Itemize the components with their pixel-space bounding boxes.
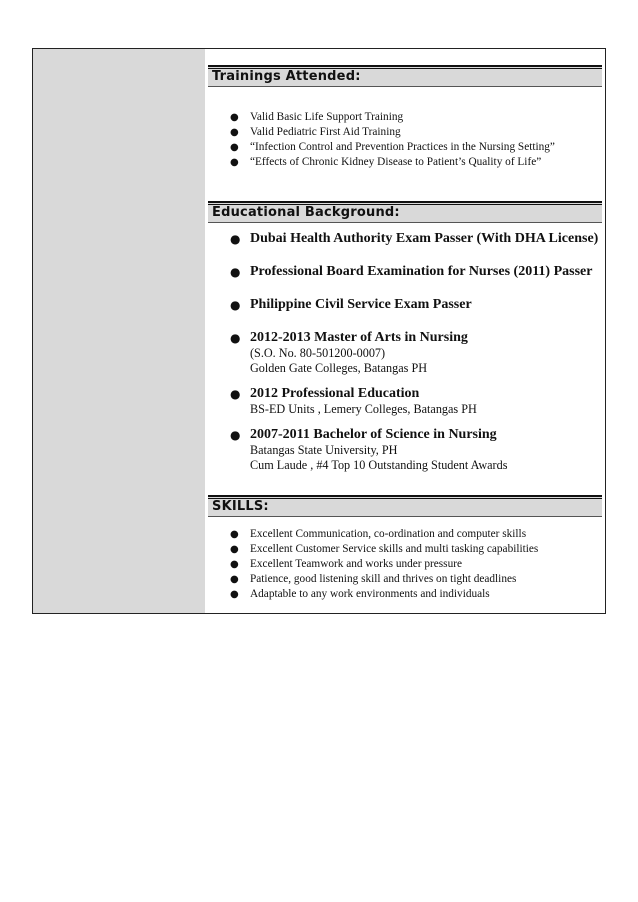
- list-item: [205, 330, 598, 376]
- bullet-icon: ●: [230, 574, 239, 585]
- skills-header: [208, 495, 602, 517]
- list-item: [205, 587, 538, 602]
- bullet-icon: ●: [230, 589, 239, 600]
- education-detail: (S.O. No. 80-501200-0007): [250, 346, 386, 360]
- bullet-icon: ●: [230, 112, 239, 123]
- list-item: [205, 125, 555, 140]
- bullet-icon: ●: [230, 387, 241, 401]
- header-rule: [208, 222, 602, 223]
- header-rule: [208, 495, 602, 497]
- education-detail: Batangas State University, PH: [250, 443, 398, 457]
- list-item: [205, 297, 598, 313]
- bullet-icon: ●: [230, 232, 241, 246]
- header-rule: [208, 201, 602, 203]
- skill-text: Excellent Communication, co-ordination and computer skills: [250, 528, 527, 540]
- header-rule: [208, 516, 602, 517]
- list-item: [205, 542, 538, 557]
- bullet-icon: ●: [230, 529, 239, 540]
- trainings-list: [205, 110, 555, 170]
- sidebar-panel: [33, 49, 205, 613]
- list-item: [205, 557, 538, 572]
- bullet-icon: ●: [230, 298, 241, 312]
- header-rule: [208, 65, 602, 67]
- list-item: [205, 386, 598, 417]
- bullet-icon: ●: [230, 127, 239, 138]
- list-item: [205, 427, 598, 473]
- education-detail: Golden Gate Colleges, Batangas PH: [250, 361, 428, 375]
- training-text: “Effects of Chronic Kidney Disease to Patient’s Quality of Life”: [250, 156, 542, 168]
- skill-text: Patience, good listening skill and thrives on tight deadlines: [250, 573, 517, 585]
- skills-title: SKILLS:: [212, 499, 269, 514]
- header-rule: [208, 86, 602, 87]
- list-item: [205, 110, 555, 125]
- list-item: [205, 572, 538, 587]
- bullet-icon: ●: [230, 428, 241, 442]
- skill-text: Adaptable to any work environments and individuals: [250, 588, 490, 600]
- education-title-text: Philippine Civil Service Exam Passer: [250, 297, 472, 312]
- trainings-title: Trainings Attended:: [212, 69, 361, 84]
- training-text: “Infection Control and Prevention Practices in the Nursing Setting”: [250, 141, 555, 153]
- education-header: [208, 201, 602, 223]
- education-title-text: 2007-2011 Bachelor of Science in Nursing: [250, 427, 497, 442]
- main-content: [205, 49, 605, 613]
- bullet-icon: ●: [230, 559, 239, 570]
- training-text: Valid Basic Life Support Training: [250, 111, 404, 123]
- education-title: Educational Background:: [212, 205, 400, 220]
- bullet-icon: ●: [230, 142, 239, 153]
- skill-text: Excellent Teamwork and works under pressure: [250, 558, 463, 570]
- skills-list: [205, 527, 538, 602]
- training-text: Valid Pediatric First Aid Training: [250, 126, 401, 138]
- education-detail: Cum Laude , #4 Top 10 Outstanding Student Awards: [250, 458, 508, 472]
- education-title-text: Dubai Health Authority Exam Passer (With DHA License): [250, 231, 599, 246]
- skill-text: Excellent Customer Service skills and multi tasking capabilities: [250, 543, 539, 555]
- list-item: [205, 140, 555, 155]
- bullet-icon: ●: [230, 265, 241, 279]
- education-list: [205, 231, 598, 490]
- list-item: [205, 231, 598, 247]
- list-item: [205, 264, 598, 280]
- list-item: [205, 155, 555, 170]
- education-title-text: 2012 Professional Education: [250, 386, 420, 401]
- education-title-text: 2012-2013 Master of Arts in Nursing: [250, 330, 468, 345]
- education-detail: BS-ED Units , Lemery Colleges, Batangas PH: [250, 402, 477, 416]
- bullet-icon: ●: [230, 331, 241, 345]
- resume-page-frame: [32, 48, 606, 614]
- education-title-text: Professional Board Examination for Nurses (2011) Passer: [250, 264, 593, 279]
- bullet-icon: ●: [230, 157, 239, 168]
- bullet-icon: ●: [230, 544, 239, 555]
- trainings-header: [208, 65, 602, 87]
- list-item: [205, 527, 538, 542]
